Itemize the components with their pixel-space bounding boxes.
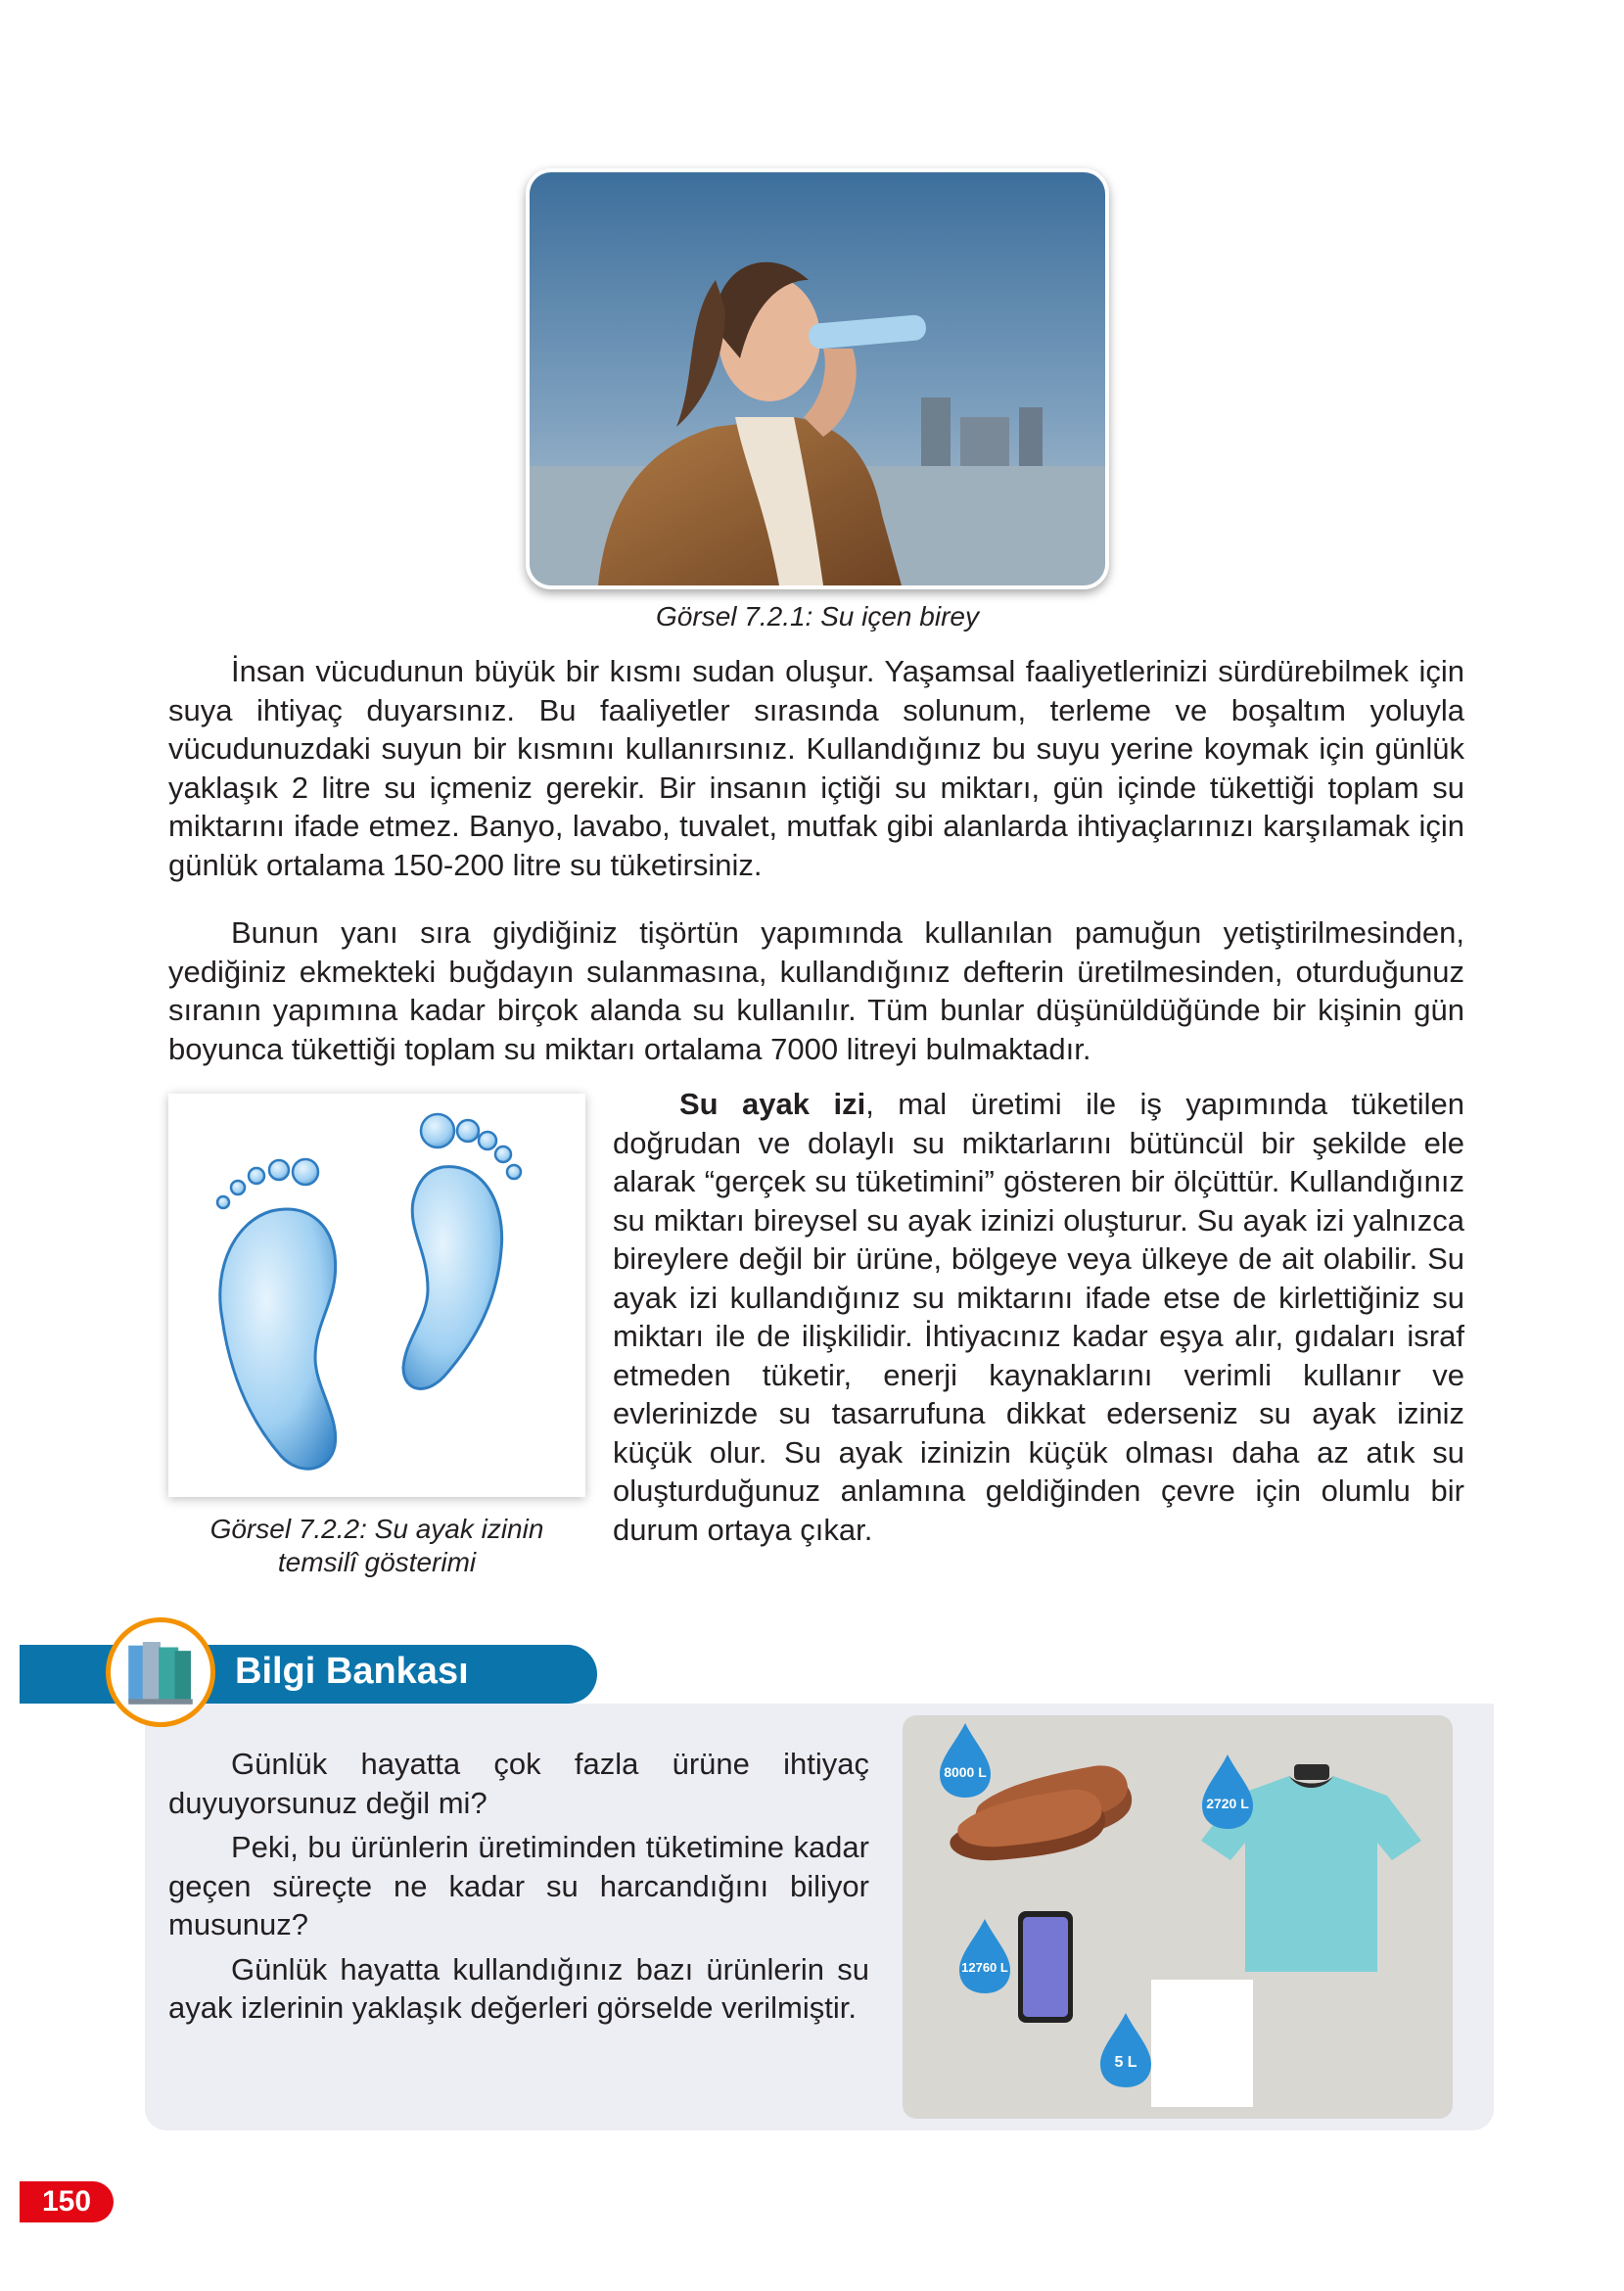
term-su-ayak-izi: Su ayak izi [679, 1087, 866, 1121]
figure-2-caption [147, 1513, 607, 1579]
water-footprint-image [168, 1094, 585, 1497]
bb-paragraph-2: Peki, bu ürünlerin üretiminden tüketimine kadar geçen süreçte ne kadar su harcandığını biliyor musunuz? [168, 1830, 869, 1941]
figure-2-caption-line2: temsilî gösterimi [277, 1547, 477, 1577]
figure-2-caption-line1: Görsel 7.2.2: Su ayak izinin [209, 1514, 544, 1544]
bilgi-bankasi-text [168, 1745, 869, 2028]
drop-shoes-icon [934, 1721, 997, 1800]
paragraph-1: İnsan vücudunun büyük bir kısmı sudan oluşur. Yaşamsal faaliyetlerinizi sürdürebilmek için suya ihtiyaç duyarsınız. Bu faaliyetler sırasında solunum, terleme ve boşaltım yoluyla vücudunuzdaki suyun bir kısmını kullanırsınız. Kullandığınız bu suyu yerine koymak için günlük yaklaşık 2 litre su içmeniz gerekir. Bir insanın içtiği su miktarı, gün içinde tükettiği toplam su miktarını ifade etmez. Banyo, lavabo, tuvalet, mutfak gibi alanlarda ihtiyaçlarınızı karşılamak için günlük ortalama 150-200 litre su tüketirsiniz. [168, 654, 1464, 882]
books-icon [106, 1617, 215, 1727]
bb-paragraph-3: Günlük hayatta kullandığınız bazı ürünlerin su ayak izlerinin yaklaşık değerleri görselde verilmiştir. [168, 1951, 869, 2025]
drop-paper-label: 5 L [1114, 2054, 1137, 2071]
drinking-water-photo [526, 168, 1109, 589]
paper-icon [1151, 1980, 1253, 2107]
figure-1-caption: Görsel 7.2.1: Su içen birey [656, 601, 979, 631]
drop-paper-icon [1094, 2011, 1157, 2089]
paragraph-2: Bunun yanı sıra giydiğiniz tişörtün yapımında kullanılan pamuğun yetiştirilmesinden, yediğiniz ekmekteki buğdayın sulanmasına, kullandığınız defterin üretilmesinden, oturduğunuz sıranın yapımına kadar birçok alanda su kullanılır. Tüm bunlar düşünüldüğünde bir kişinin gün boyunca tükettiği toplam su miktarı ortalama 7000 litreyi bulmaktadır. [168, 915, 1464, 1066]
drop-shoes-label: 8000 L [944, 1764, 987, 1780]
drop-phone-label: 12760 L [961, 1960, 1008, 1975]
bilgi-bankasi-title: Bilgi Bankası [235, 1651, 469, 1692]
drop-phone-icon [953, 1917, 1016, 1995]
bb-paragraph-1: Günlük hayatta çok fazla ürüne ihtiyaç duyuyorsunuz değil mi? [168, 1747, 869, 1820]
drop-tshirt-icon [1196, 1753, 1259, 1831]
water-footprint-products-image [903, 1715, 1453, 2119]
paragraph-3-text: , mal üretimi ile iş yapımında tüketilen doğrudan ve dolaylı su miktarlarını bütüncül bir şekilde ele alarak “gerçek su tüketimini” gösteren bir ölçüttür. Kullandığınız su miktarı bireysel su ayak izinizi oluşturur. Su ayak izi yalnızca bireylere değil bir ürüne, bölgeye veya ülkeye de ait olabilir. Su ayak izi kullandığınız su miktarını ifade etse de kirlettiğiniz su miktarı ile de ilişkilidir. İhtiyacınız kadar eşya alır, gıdaları israf etmeden tüketir, enerji kaynaklarını verimli kullanır ve evlerinizde su tasarrufuna dikkat ederseniz su ayak iziniz küçük olur. Su ayak izinizin küçük olması daha az atık su oluşturduğunuz anlamına geldiğinden çevre için olumlu bir durum ortaya çıkar. [613, 1087, 1465, 1547]
page-number: 150 [20, 2181, 114, 2222]
paragraph-3 [613, 1085, 1464, 1549]
phone-icon [1018, 1911, 1073, 2023]
drop-tshirt-label: 2720 L [1206, 1796, 1249, 1811]
